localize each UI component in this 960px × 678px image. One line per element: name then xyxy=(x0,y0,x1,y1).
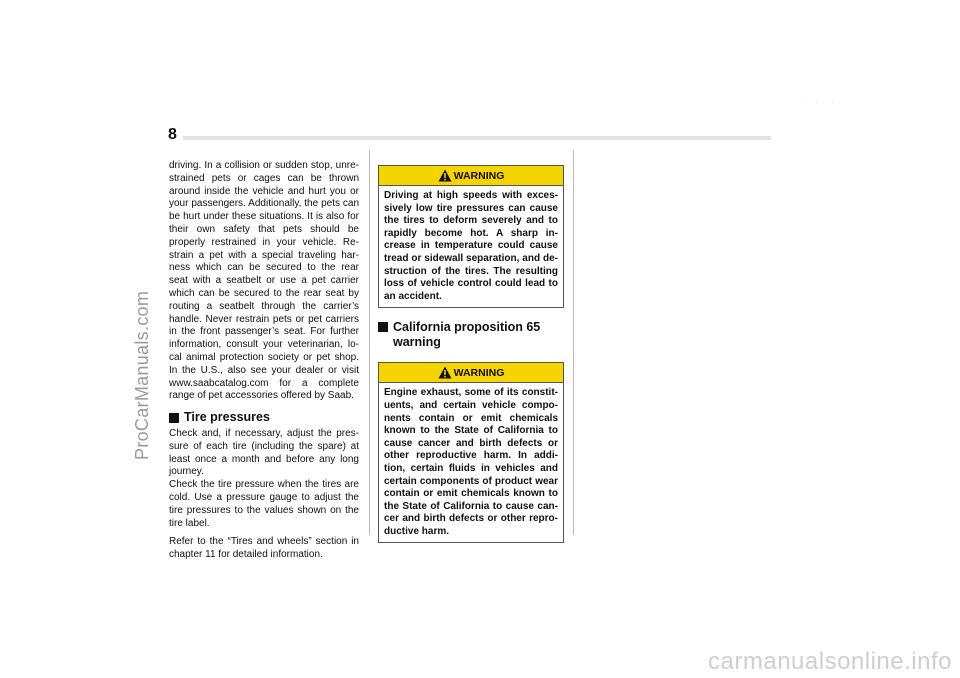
california-warning-box xyxy=(378,362,564,543)
corner-marks-right: · · · xyxy=(800,100,840,106)
tire-pressure-paragraph-2: Check the tire pressure when the tires are cold. Use a pressure gauge to adjust the tire pressures to the values shown on the tire label. xyxy=(169,479,359,529)
tire-pressures-heading-text: Tire pressures xyxy=(184,410,270,425)
header-rule xyxy=(183,136,771,140)
left-column xyxy=(169,160,359,562)
warning-triangle-icon xyxy=(438,366,452,379)
corner-marks-left: · · · xyxy=(138,100,178,106)
california-warning-header xyxy=(379,363,563,383)
side-watermark: ProCarManuals.com xyxy=(132,290,152,460)
tire-warning-box xyxy=(378,165,564,308)
pets-paragraph: driving. In a collision or sudden stop, unre-strained pets or cages can be thrown around inside the vehicle and hurt you or your passengers. Additionally, the pets can be hurt under these situations. It is also for their own safety that pets should be properly restrained in your vehicle. Re-strain a pet with a special traveling har-ness which can be secured to the rear seat with a seatbelt or use a pet carrier which can be secured to the rear seat by routing a seatbelt through the carrier’s handle. Never restrain pets or pet carriers in the front passenger’s seat. For further information, consult your veterinarian, lo-cal animal protection society or pet shop. In the U.S., also see your dealer or visit www.saabcatalog.com for a complete range of pet accessories offered by Saab. xyxy=(169,160,359,402)
heading-bullet-icon xyxy=(169,413,179,423)
california-warning-label: WARNING xyxy=(453,366,505,379)
california-heading-text: California proposition 65 warning xyxy=(393,320,541,350)
tire-warning-text: Driving at high speeds with exces-sively low tire pressures can cause the tires to deform severely and to rapidly become hot. A sharp in-crease in temperature could cause tread or sidewall separation, and de-struction of the tires. The resulting loss of vehicle control could lead to an accident. xyxy=(384,190,558,302)
tire-pressure-paragraph-3: Refer to the “Tires and wheels” section in chapter 11 for detailed information. xyxy=(169,536,359,561)
tire-warning-label: WARNING xyxy=(453,169,505,182)
middle-column xyxy=(378,165,564,543)
column-divider-2 xyxy=(573,150,574,535)
tire-warning-header xyxy=(379,166,563,186)
bottom-watermark: carmanualsonline.info xyxy=(708,648,952,675)
page-number: 8 xyxy=(168,126,177,143)
tire-pressures-heading xyxy=(169,411,359,424)
warning-triangle-icon xyxy=(438,169,452,182)
tire-pressure-paragraph-1: Check and, if necessary, adjust the pres-sure of each tire (including the spare) at least once a month and before any long journey. xyxy=(169,427,359,478)
california-warning-text: Engine exhaust, some of its constit-uents, and certain vehicle compo-nents contain or emit chemicals known to the State of California to cause cancer and birth defects or other reproductive harm. In addi-tion, certain fluids in vehicles and certain components of product wear contain or emit chemicals known to the State of California to cause can-cer and birth defects or other repro-ductive harm. xyxy=(384,387,558,537)
column-divider-1 xyxy=(369,150,370,535)
california-heading xyxy=(378,320,564,350)
heading-bullet-icon xyxy=(378,322,388,332)
